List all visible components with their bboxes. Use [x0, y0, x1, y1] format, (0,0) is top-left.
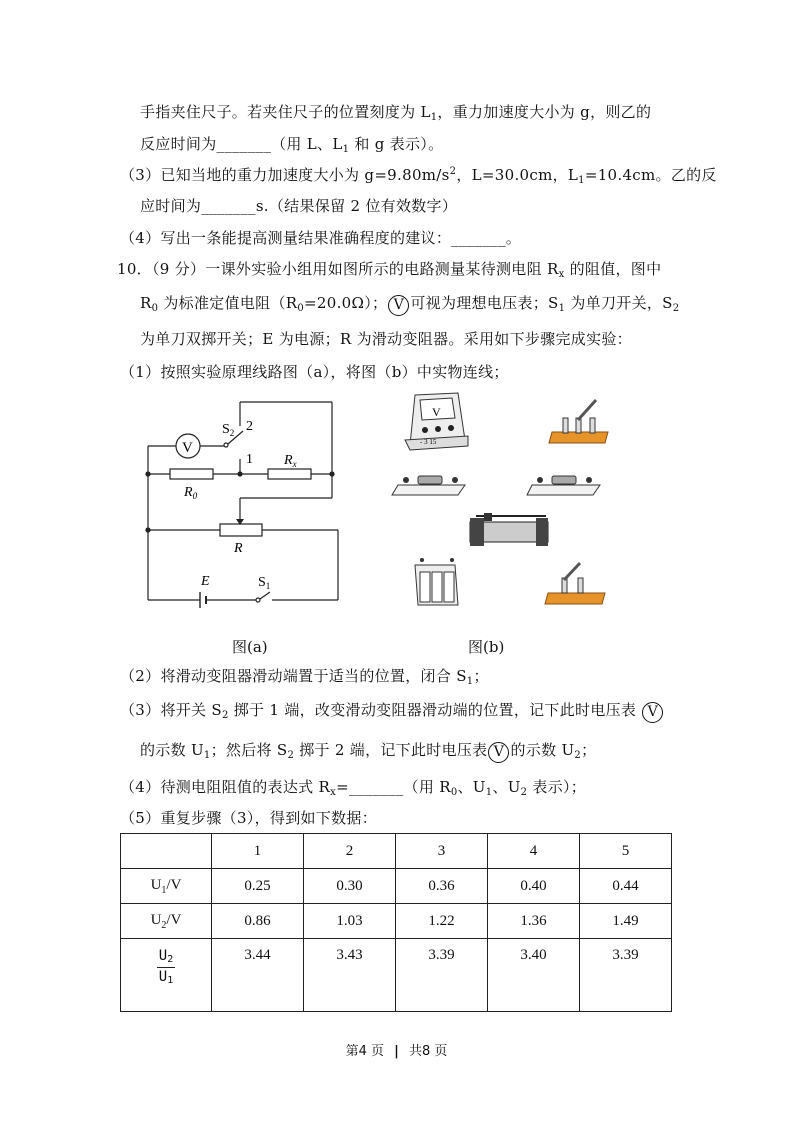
label-contact-1: 1: [246, 452, 253, 467]
text-segment: 的示数 U: [510, 741, 575, 759]
text-segment: 为单刀双掷开关；E 为电源；R 为滑动变阻器。采用如下步骤完成实验：: [140, 330, 632, 348]
text-segment: 手指夹住尺子。若夹住尺子的位置刻度为 L: [140, 103, 431, 121]
text-segment: 、U: [492, 778, 521, 796]
voltmeter-symbol: V: [642, 702, 663, 723]
text-segment: 的示数 U: [140, 741, 204, 759]
text-segment: 2: [520, 787, 528, 798]
text-segment: 2: [449, 166, 457, 177]
text-segment: （4）待测电阻阻值的表达式 R: [120, 778, 331, 796]
text-segment: =: [336, 778, 349, 796]
voltmeter-symbol: V: [388, 295, 409, 316]
text-segment: 1: [466, 676, 474, 687]
text-segment: 0: [450, 787, 458, 798]
text-segment: x: [330, 787, 337, 798]
table-row: [121, 939, 672, 1012]
text-segment: 掷于 2 端，记下此时电压表: [294, 741, 488, 759]
page-number: 第4 页: [345, 1044, 384, 1059]
figure-b-caption: 图(b): [468, 638, 505, 656]
table-cell: 3.40: [488, 939, 580, 1012]
text-segment: 10．（9 分）一课外实验小组用如图所示的电路测量某待测电阻 R: [117, 260, 559, 278]
voltmeter-dial-label: V: [432, 405, 441, 419]
text-segment: x: [558, 269, 565, 280]
text-segment: 掷于 1 端，改变滑动变阻器滑动端的位置，记下此时电压表: [228, 701, 642, 719]
row-label-u1: $U_1/V$: [121, 869, 212, 904]
footer-separator: |: [394, 1044, 399, 1059]
page-footer: [0, 1040, 793, 1059]
text-segment: 2: [287, 750, 295, 761]
table-cell: 3.39: [396, 939, 488, 1012]
table-cell: 3.39: [580, 939, 672, 1012]
table-cell: 1.36: [488, 904, 580, 939]
text-segment: 1: [430, 112, 438, 123]
table-cell: 1.03: [304, 904, 396, 939]
table-header-cell: 2: [304, 834, 396, 869]
table-cell: 1.22: [396, 904, 488, 939]
table-header-cell: [121, 834, 212, 869]
table-cell: 3.43: [304, 939, 396, 1012]
voltmeter-terminal-labels: - 3 15: [420, 438, 437, 446]
answer-blank: _______: [216, 135, 272, 153]
text-segment: ；: [473, 667, 489, 685]
text-segment: 1: [203, 750, 211, 761]
text-segment: 。: [505, 229, 522, 247]
table-header-cell: 5: [580, 834, 672, 869]
label-s2: $S_2$: [222, 422, 235, 438]
voltmeter-device: [405, 393, 468, 450]
single-pole-switch-top: [549, 400, 608, 443]
table-cell: 0.25: [212, 869, 304, 904]
text-segment: （1）按照实验原理线路图（a），将图（b）中实物连线；: [120, 363, 509, 381]
text-segment: 为标准定值电阻（R: [158, 294, 298, 312]
text-segment: 2: [672, 303, 680, 314]
text-segment: （3）已知当地的重力加速度大小为 g=9.80m/s: [120, 166, 450, 184]
text-segment: 0: [151, 303, 159, 314]
voltmeter-symbol-label: V: [182, 440, 193, 456]
text-segment: （4）写出一条能提高测量结果准确程度的建议：: [120, 229, 452, 247]
label-contact-2: 2: [246, 419, 253, 434]
table-header-row: [121, 834, 672, 869]
table-cell: 0.86: [212, 904, 304, 939]
resistor-board-right: [527, 476, 600, 495]
label-r: R: [234, 541, 243, 556]
voltmeter-symbol: V: [488, 742, 509, 763]
table-header-cell: 3: [396, 834, 488, 869]
text-segment: 0: [297, 303, 305, 314]
label-rx: $R_x$: [284, 453, 297, 469]
text-segment: s.（结果保留 2 位有效数字）: [255, 197, 458, 215]
text-segment: 反应时间为: [140, 135, 217, 153]
table-cell: 1.49: [580, 904, 672, 939]
table-cell: 0.36: [396, 869, 488, 904]
text-segment: 2: [222, 710, 229, 721]
text-segment: =10.4cm。乙的反: [584, 166, 717, 184]
data-table: [120, 833, 672, 1012]
text-line: [140, 740, 596, 763]
text-segment: 的阻值，图中: [564, 260, 662, 278]
text-segment: 1: [578, 175, 585, 186]
step-2: [120, 666, 489, 686]
answer-blank: _______: [451, 229, 506, 247]
text-segment: （2）将滑动变阻器滑动端置于适当的位置，闭合 S: [120, 667, 467, 685]
row-label-u2: $U_2/V$: [121, 904, 212, 939]
text-segment: 表示）；: [527, 778, 587, 796]
table-row: [121, 904, 672, 939]
text-segment: （5）重复步骤（3），得到如下数据：: [120, 809, 377, 827]
rheostat-device: [470, 513, 548, 546]
text-segment: ；然后将 S: [210, 741, 288, 759]
text-segment: 应时间为: [140, 197, 202, 215]
row-label-ratio: [121, 939, 212, 1012]
table-cell: 0.44: [580, 869, 672, 904]
battery-device: [415, 558, 458, 605]
step-3: [120, 700, 664, 723]
table-header-cell: 1: [212, 834, 304, 869]
text-segment: （用 L、L: [271, 135, 343, 153]
text-segment: ；: [581, 741, 597, 759]
text-segment: 1: [558, 303, 566, 314]
table-header-cell: 4: [488, 834, 580, 869]
text-segment: ，重力加速度大小为 g，则乙的: [437, 103, 652, 121]
step-5: [120, 808, 377, 828]
text-segment: =20.0Ω）；: [304, 294, 388, 312]
label-r0: $R_0$: [184, 485, 198, 501]
table-cell: 3.44: [212, 939, 304, 1012]
text-segment: 、U: [457, 778, 486, 796]
table-cell: 0.30: [304, 869, 396, 904]
single-pole-switch-bottom: [545, 563, 605, 604]
text-segment: ，L=30.0cm，L: [456, 166, 579, 184]
text-segment: 为单刀开关，S: [565, 294, 673, 312]
label-s1: $S_1$: [258, 575, 271, 591]
figure-a-caption: 图(a): [232, 638, 268, 656]
text-segment: 1: [342, 144, 350, 155]
text-segment: 2: [574, 750, 582, 761]
label-e: E: [201, 574, 210, 589]
text-segment: 和 g 表示）。: [349, 135, 444, 153]
ratio-fraction: $\frac{U_2}{U_1}$: [158, 948, 174, 986]
resistor-board-left: [392, 476, 465, 495]
step-4: [120, 777, 586, 797]
text-segment: 1: [485, 787, 493, 798]
text-segment: （用 R: [403, 778, 451, 796]
answer-blank: _______: [348, 778, 404, 796]
page-total: 共8 页: [409, 1044, 448, 1059]
text-segment: 可视为理想电压表；S: [410, 294, 559, 312]
table-cell: 0.40: [488, 869, 580, 904]
text-segment: （3）将开关 S: [120, 701, 222, 719]
answer-blank: _______: [201, 197, 256, 215]
text-segment: R: [140, 294, 152, 312]
table-row: [121, 869, 672, 904]
